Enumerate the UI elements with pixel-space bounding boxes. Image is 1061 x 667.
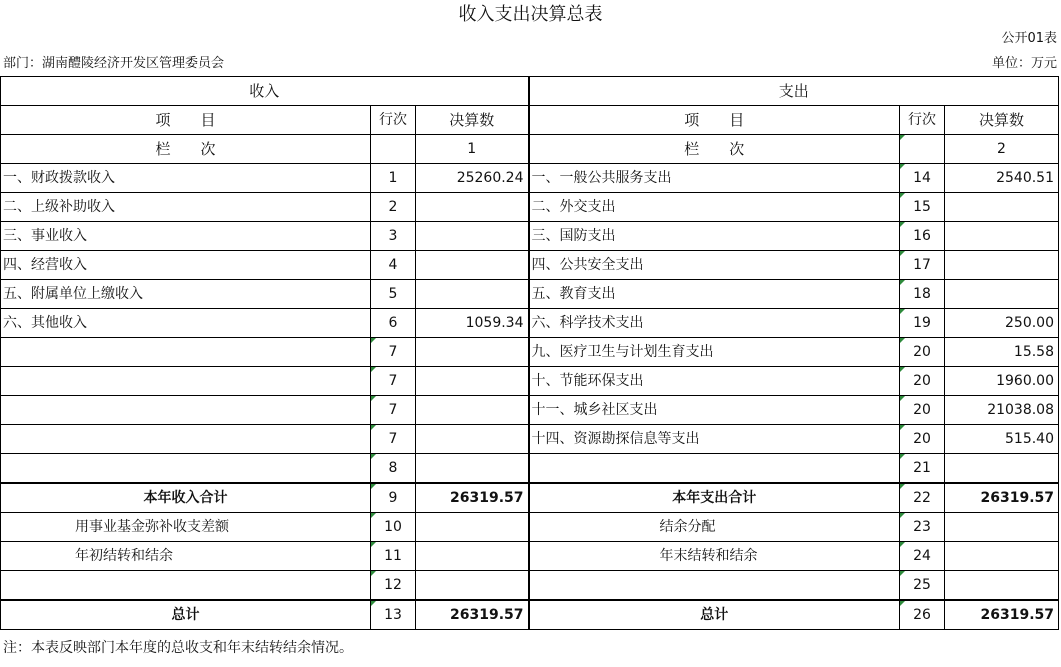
income-item-label: [1, 571, 371, 601]
income-line-no: 7: [371, 425, 416, 454]
expense-item-label: 年末结转和结余: [529, 542, 900, 571]
column-header-row: [1, 106, 1059, 135]
table-row: [1, 513, 1059, 542]
income-line-no-header: 行次: [371, 106, 416, 135]
expense-item-label: 十一、城乡社区支出: [529, 396, 900, 425]
expense-amount: 515.40: [945, 425, 1059, 454]
expense-line-no: 16: [900, 222, 945, 251]
expense-line-no: 21: [900, 454, 945, 484]
income-line-no: 11: [371, 542, 416, 571]
expense-line-no: 20: [900, 338, 945, 367]
expense-amount: 1960.00: [945, 367, 1059, 396]
department-label: 部门：湖南醴陵经济开发区管理委员会: [3, 56, 225, 71]
table-row: [1, 367, 1059, 396]
expense-line-no: 20: [900, 367, 945, 396]
expense-amount: 26319.57: [945, 600, 1059, 630]
expense-item-label: 五、教育支出: [529, 280, 900, 309]
report-title: 收入支出决算总表: [458, 4, 603, 25]
income-line-no: 1: [371, 164, 416, 193]
income-item-label: [1, 396, 371, 425]
table-row: [1, 193, 1059, 222]
expense-line-no: 18: [900, 280, 945, 309]
income-amount: [416, 280, 529, 309]
income-item-label: 总计: [1, 600, 371, 630]
expense-amount: [945, 251, 1059, 280]
income-amount: [416, 425, 529, 454]
income-item-label: [1, 338, 371, 367]
expense-item-label: 三、国防支出: [529, 222, 900, 251]
expense-amount: 26319.57: [945, 483, 1059, 513]
expense-line-no: 20: [900, 425, 945, 454]
expense-index-number: 2: [945, 135, 1059, 164]
income-amount: 26319.57: [416, 600, 529, 630]
expense-line-no: 19: [900, 309, 945, 338]
income-line-no: 6: [371, 309, 416, 338]
expense-line-no-header: 行次: [900, 106, 945, 135]
table-row: [1, 571, 1059, 601]
expense-line-no: 24: [900, 542, 945, 571]
expense-item-label: 结余分配: [529, 513, 900, 542]
income-amount: [416, 338, 529, 367]
income-item-label: 年初结转和结余: [1, 542, 371, 571]
income-item-label: 五、附属单位上缴收入: [1, 280, 371, 309]
expense-line-no: 14: [900, 164, 945, 193]
income-line-no: 7: [371, 338, 416, 367]
expense-line-no: 22: [900, 483, 945, 513]
year-total-row: [1, 483, 1059, 513]
expense-amount: 15.58: [945, 338, 1059, 367]
table-row: [1, 280, 1059, 309]
income-line-no: 9: [371, 483, 416, 513]
expense-amount: [945, 454, 1059, 484]
expense-amount: [945, 513, 1059, 542]
income-index-label: 栏 次: [1, 135, 371, 164]
table-row: [1, 164, 1059, 193]
expense-item-label: 六、科学技术支出: [529, 309, 900, 338]
expense-amount: [945, 193, 1059, 222]
income-amount: 25260.24: [416, 164, 529, 193]
expense-section-header: 支出: [529, 77, 1059, 106]
income-item-header: 项 目: [1, 106, 371, 135]
income-line-no: 2: [371, 193, 416, 222]
expense-item-label: 总计: [529, 600, 900, 630]
income-amount: [416, 513, 529, 542]
table-row: [1, 542, 1059, 571]
income-line-no: 10: [371, 513, 416, 542]
income-amount-header: 决算数: [416, 106, 529, 135]
expense-item-label: 十四、资源勘探信息等支出: [529, 425, 900, 454]
expense-amount: 21038.08: [945, 396, 1059, 425]
income-amount: [416, 251, 529, 280]
income-index-blank: [371, 135, 416, 164]
expense-item-label: 十、节能环保支出: [529, 367, 900, 396]
expense-item-label: 四、公共安全支出: [529, 251, 900, 280]
expense-amount: [945, 571, 1059, 601]
income-line-no: 12: [371, 571, 416, 601]
table-row: [1, 396, 1059, 425]
income-item-label: 一、财政拨款收入: [1, 164, 371, 193]
income-line-no: 13: [371, 600, 416, 630]
income-amount: [416, 367, 529, 396]
income-line-no: 7: [371, 396, 416, 425]
income-amount: 1059.34: [416, 309, 529, 338]
expense-amount: 2540.51: [945, 164, 1059, 193]
expense-amount: 250.00: [945, 309, 1059, 338]
expense-index-blank: [900, 135, 945, 164]
income-amount: [416, 193, 529, 222]
income-item-label: 三、事业收入: [1, 222, 371, 251]
income-index-number: 1: [416, 135, 529, 164]
expense-line-no: 23: [900, 513, 945, 542]
income-amount: [416, 222, 529, 251]
expense-item-label: 一、一般公共服务支出: [529, 164, 900, 193]
column-index-row: [1, 135, 1059, 164]
expense-amount-header: 决算数: [945, 106, 1059, 135]
grand-total-row: [1, 600, 1059, 630]
income-item-label: 用事业基金弥补收支差额: [1, 513, 371, 542]
income-amount: 26319.57: [416, 483, 529, 513]
table-row: [1, 425, 1059, 454]
expense-line-no: 17: [900, 251, 945, 280]
expense-amount: [945, 280, 1059, 309]
table-row: [1, 454, 1059, 484]
expense-item-label: 九、医疗卫生与计划生育支出: [529, 338, 900, 367]
table-row: [1, 251, 1059, 280]
expense-item-label: [529, 571, 900, 601]
footnote: 注：本表反映部门本年度的总收支和年末结转结余情况。: [3, 640, 353, 656]
expense-index-label: 栏 次: [529, 135, 900, 164]
income-line-no: 5: [371, 280, 416, 309]
expense-line-no: 25: [900, 571, 945, 601]
income-line-no: 8: [371, 454, 416, 484]
section-header-row: [1, 77, 1059, 106]
income-line-no: 4: [371, 251, 416, 280]
income-expense-table: [0, 76, 1059, 630]
income-item-label: 本年收入合计: [1, 483, 371, 513]
expense-item-label: [529, 454, 900, 484]
table-row: [1, 338, 1059, 367]
table-row: [1, 222, 1059, 251]
income-amount: [416, 454, 529, 484]
expense-line-no: 26: [900, 600, 945, 630]
income-amount: [416, 542, 529, 571]
income-line-no: 3: [371, 222, 416, 251]
income-item-label: [1, 367, 371, 396]
income-section-header: 收入: [1, 77, 529, 106]
income-amount: [416, 396, 529, 425]
expense-item-label: 本年支出合计: [529, 483, 900, 513]
income-item-label: 六、其他收入: [1, 309, 371, 338]
income-item-label: [1, 425, 371, 454]
income-item-label: [1, 454, 371, 484]
form-number: 公开01表: [1001, 31, 1057, 46]
income-amount: [416, 571, 529, 601]
unit-label: 单位：万元: [991, 56, 1057, 71]
expense-amount: [945, 222, 1059, 251]
expense-line-no: 20: [900, 396, 945, 425]
table-row: [1, 309, 1059, 338]
expense-line-no: 15: [900, 193, 945, 222]
income-item-label: 二、上级补助收入: [1, 193, 371, 222]
income-line-no: 7: [371, 367, 416, 396]
income-item-label: 四、经营收入: [1, 251, 371, 280]
expense-item-label: 二、外交支出: [529, 193, 900, 222]
expense-item-header: 项 目: [529, 106, 900, 135]
expense-amount: [945, 542, 1059, 571]
